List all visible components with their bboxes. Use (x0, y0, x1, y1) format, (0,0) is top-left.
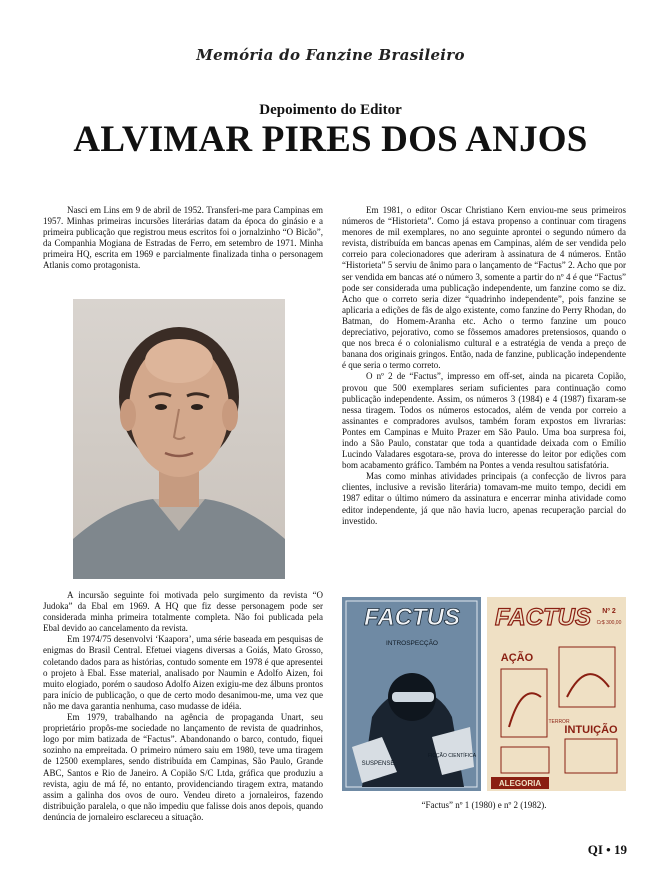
editor-portrait-photo (73, 299, 285, 579)
portrait-illustration (73, 299, 285, 579)
series-title: Memória do Fanzine Brasileiro (196, 46, 465, 64)
paragraph: Em 1974/75 desenvolvi ‘Kaapora’, uma série baseada em pesquisas de enigmas do Brasil Central. Efetuei viagens diversas a Goiás, Mato Grosso, coletando dados para as histórias, contudo somente em 1978 é que apresentei o projeto à Ebal. Esse material, analisado por Naumin e Adolfo Aizen, foi muito elogiado, porém o saudoso Adolfo Aizen exigiu-me dez álbuns prontos para início de publicação, o que de certo modo desanimou-me, uma vez que não me dava garantia nenhuma, caso mudasse de idéia. (43, 634, 323, 711)
page-number: QI • 19 (587, 842, 627, 857)
cover-2-issue: Nº 2 (602, 608, 616, 615)
left-column-bottom (43, 590, 323, 823)
cover-images (342, 597, 626, 791)
cover-2-artwork (487, 597, 626, 791)
cover-1-label: INTROSPECÇÃO (385, 640, 439, 647)
factus-1-cover (342, 597, 481, 791)
right-column (342, 205, 626, 527)
cover-2-label: TERROR (548, 719, 570, 725)
cover-1-label: FICÇÃO CIENTÍFICA (427, 753, 477, 759)
paragraph: Nasci em Lins em 9 de abril de 1952. Transferi-me para Campinas em 1957. Minhas primeiras incursões literárias datam da época do ginásio e a primeira publicação que registrou meus escritos foi o jornalzinho “O Bicão”, da Companhia Mogiana de Estradas de Ferro, em setembro de 1971. Minha primeira HQ, escrita em 1969 e parcialmente finalizada tinha o personagem Atlanis como protagonista. (43, 205, 323, 271)
article-title: ALVIMAR PIRES DOS ANJOS (73, 119, 588, 160)
cover-2-price: Cr$ 300,00 (596, 620, 622, 626)
article-subtitle: Depoimento do Editor (259, 102, 402, 118)
cover-1-artwork (342, 597, 481, 791)
cover-2-label: AÇÃO (500, 652, 534, 664)
covers-caption: “Factus” nº 1 (1980) e nº 2 (1982). (421, 800, 547, 810)
cover-2-label: ALEGORIA (498, 779, 542, 788)
cover-2-label: INTUIÇÃO (564, 724, 618, 736)
paragraph: A incursão seguinte foi motivada pelo surgimento da revista “O Judoka” da Ebal em 1969. A HQ que fiz desse personagem pode ser considerada minha primeira totalmente completa. Não foi publicada pela Ebal devido ao cancelamento da revista. (43, 590, 323, 634)
cover-1-label: SUSPENSE (361, 761, 395, 767)
cover-1-logo: FACTUS (364, 604, 460, 631)
paragraph: Mas como minhas atividades principais (a confecção de livros para clientes, inclusive a revisão literária) tomavam-me muito tempo, decidi em 1987 editar o último número da assinatura e encerrar minha atividade como editor independente, já que não havia lucro, apenas recuperação parcial do investido. (342, 471, 626, 526)
left-column-top (43, 205, 323, 272)
paragraph: Em 1981, o editor Oscar Christiano Kern enviou-me seus primeiros números de “Historieta”. Como já estava propenso a continuar com tiragens menores de mil exemplares, no ano seguinte aprontei o segundo número da revista, distribuída em bancas apenas em Campinas, além de ser vendida pelo correio para colecionadores que aderiram à assinatura de 4 números. Então “Historieta” 5 serviu de ânimo para o lançamento de “Factus” 2. Acho que por ser vendida em bancas até o número 3, somente a partir do nº 4 é que “Factus” pode ser considerada uma publicação independente, um fanzine como se diz. Acho que o correto seria dizer “quadrinho independente”, pois fanzine se aplicaria a edições de fãs de algo existente, como fanzine do Perry Rhodan, do Batman, do Homem-Aranha etc. Acho o termo fanzine um pouco depreciativo, pejorativo, como se fôssemos amadores pretensiosos, quando o que nos breca é o colonialismo cultural e a estratégia de venda a preço de banana dos originais gringos. Então, nada de fanzine, publicação independente é que seria o termo correto. (342, 205, 626, 371)
paragraph: O nº 2 de “Factus”, impresso em off-set, ainda na picareta Copião, provou que 500 exemplares seriam suficientes para continuação como publicação independente. Assim, os números 3 (1984) e 4 (1987) fixaram-se nessa tiragem. Todos os números estocados, além de venda por correio a assinantes e compradores avulsos, também foram expostos em livrarias: Pontes em Campinas e Muito Prazer em São Paulo. Uma boa surpresa foi, indo a São Paulo, constatar que toda a quantidade deixada com o Emílio Lucindo Valadares esgotara-se, prova do interesse do leitor por edições com bom acabamento gráfico. Também na Pontes a venda resultou satisfatória. (342, 371, 626, 471)
factus-2-cover (487, 597, 626, 791)
paragraph: Em 1979, trabalhando na agência de propaganda Unart, seu proprietário propôs-me sociedade no lançamento de revista de quadrinhos, logo por mim batizada de “Factus”. Abandonando o barco, contudo, fiquei sozinho na empreitada. O primeiro número saiu em 1980, teve uma tiragem de 12500 exemplares, sendo distribuída em Campinas, São Paulo, Grande ABC, Santos e Rio de Janeiro. A Copião S/C Ltda, gráfica que produziu a revista, agiu de má fé, no entanto, providenciando tiragem extra, matando assim a galinha dos ovos de ouro. Vendeu direto a jornaleiros, fazendo distribuição paralela, o que não impediu que falisse dois anos depois, quando denúncia de jornaleiro esclareceu a situação. (43, 712, 323, 822)
cover-2-logo: FACTUS (495, 604, 591, 631)
